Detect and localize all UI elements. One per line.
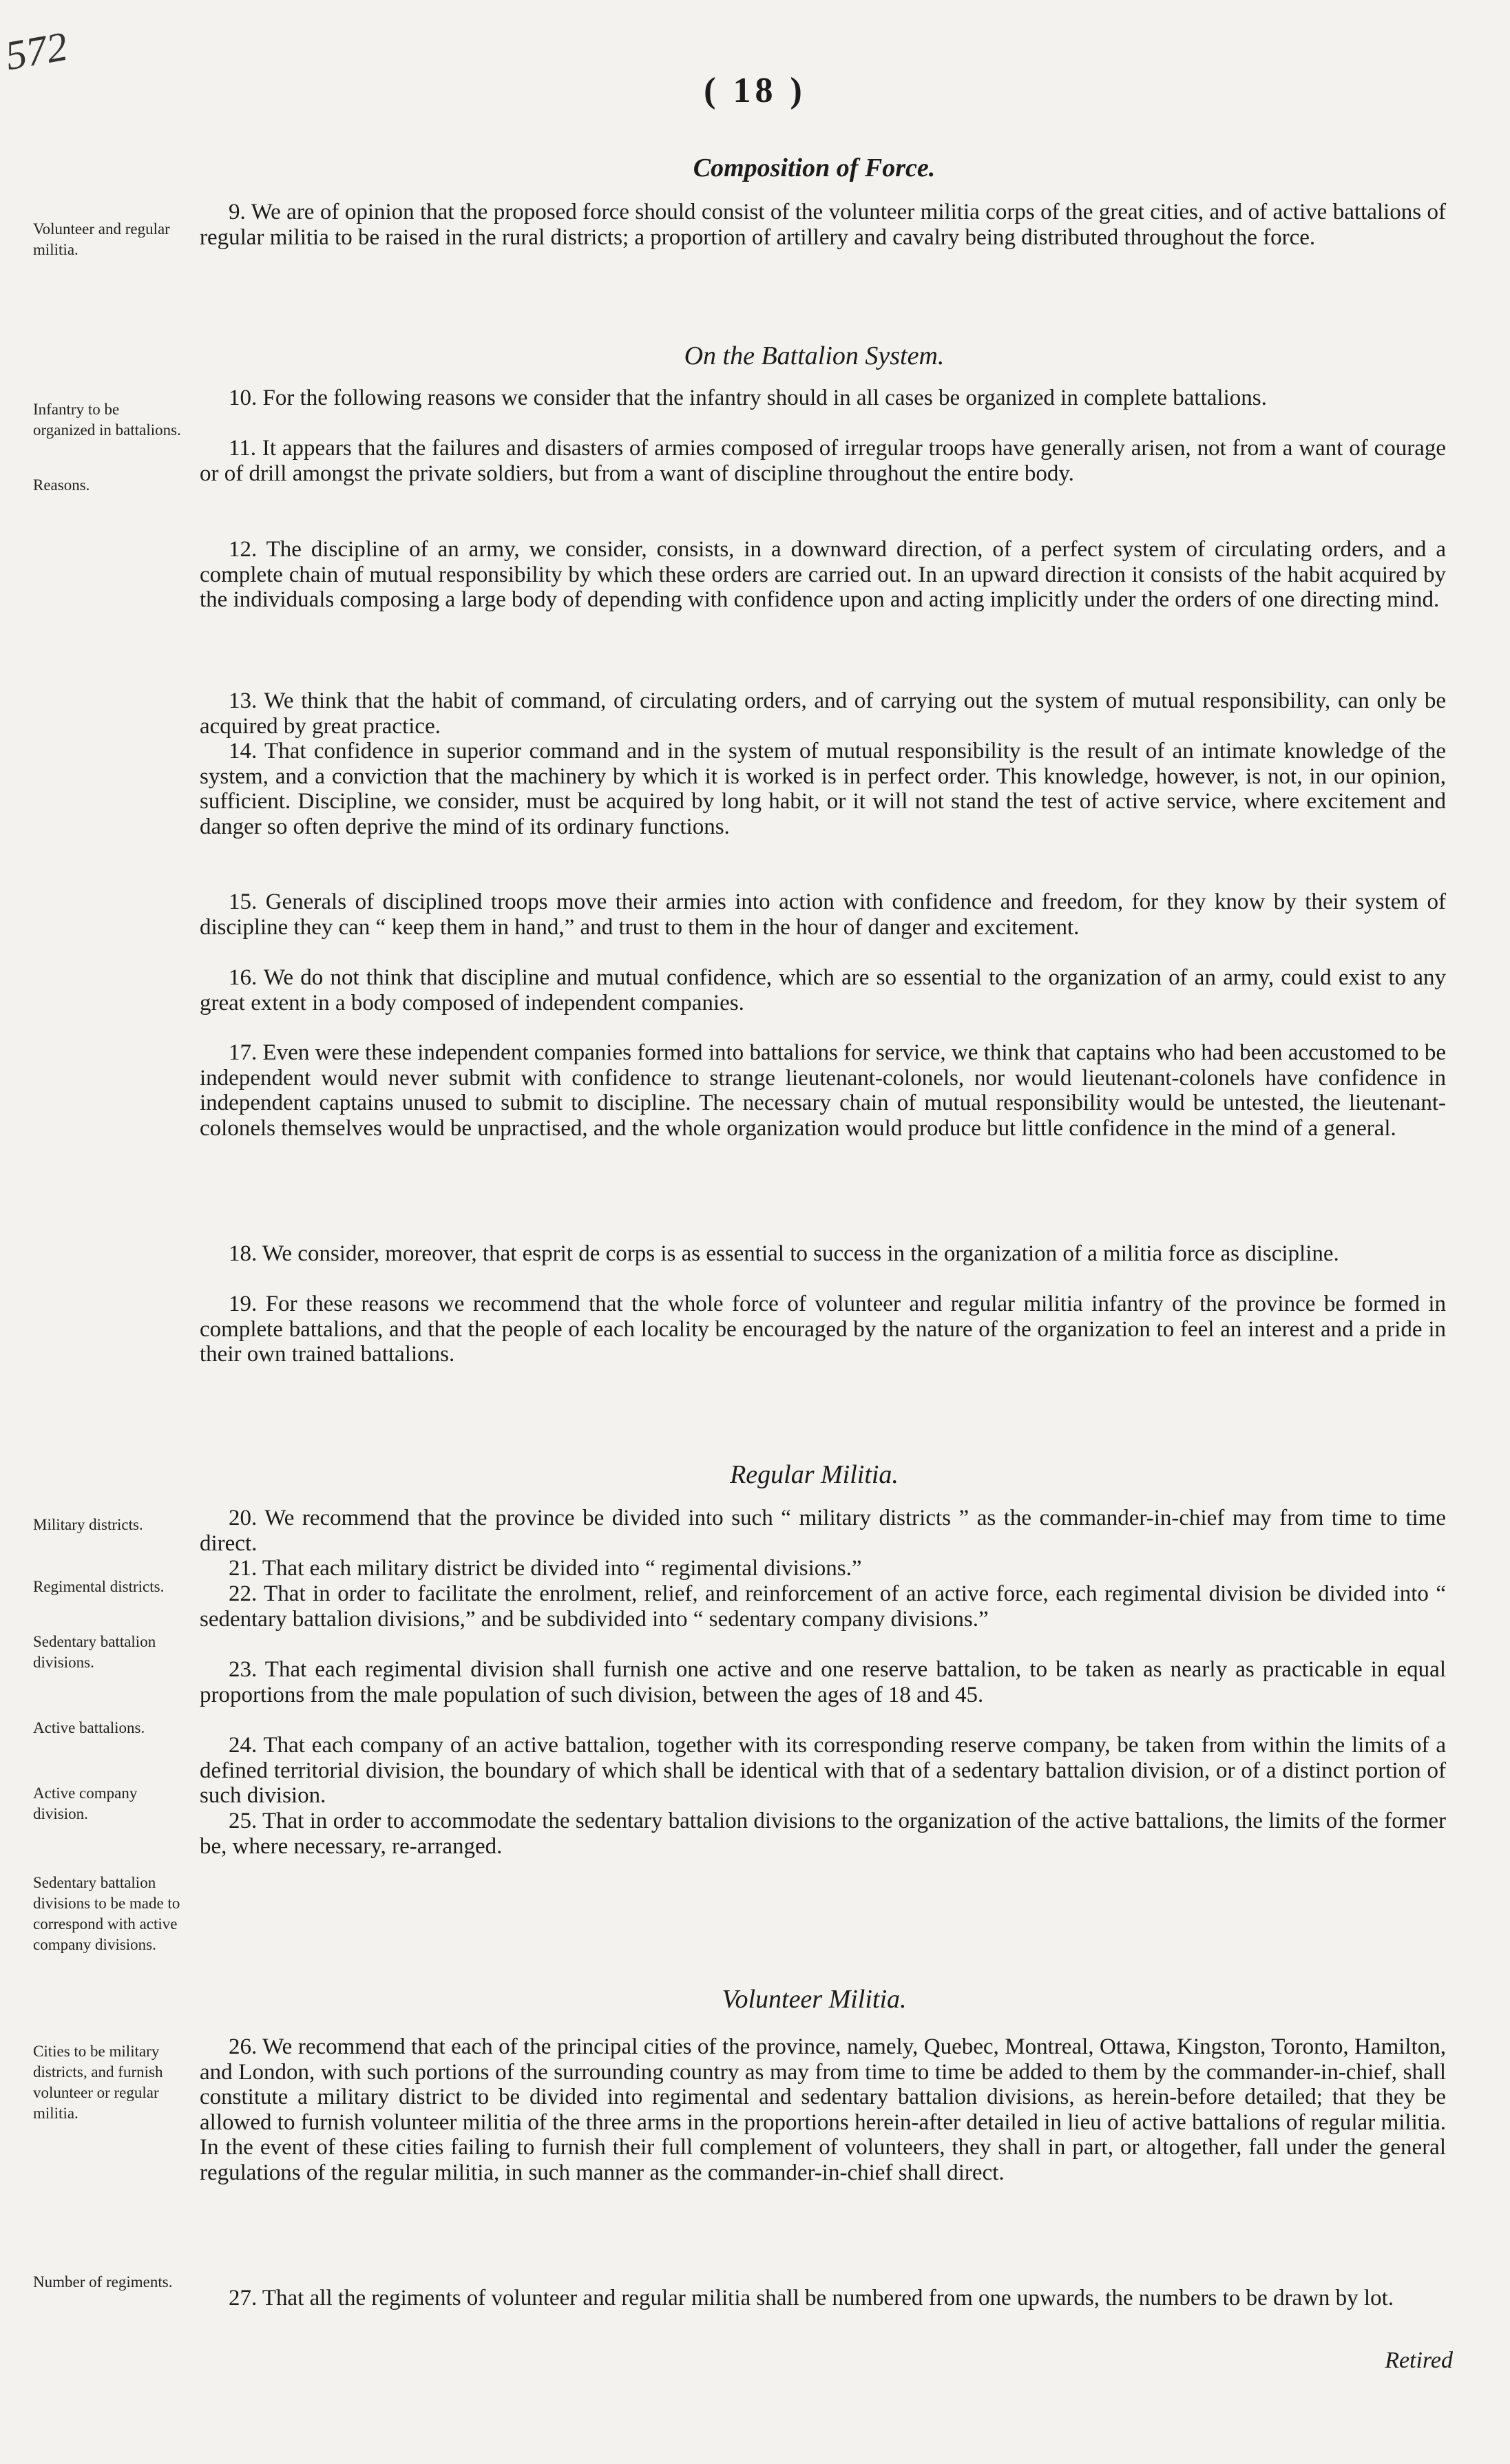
side-note: Sedentary battalion divisions to be made to correspond with active company divisions.	[33, 1874, 180, 1953]
side-note: Volunteer and regular militia.	[33, 220, 170, 258]
page-number: ( 18 )	[704, 71, 806, 110]
heading-volunteer-militia: Volunteer Militia.	[722, 1985, 907, 2014]
side-note: Number of regiments.	[33, 2273, 173, 2291]
paragraph: 16. We do not think that discipline and mutual confidence, which are so essential to the organization of an army, could exist to any great extent in a body composed of independent companies.	[200, 965, 1446, 1015]
heading-battalion-system: On the Battalion System.	[684, 341, 945, 370]
catchword: Retired	[1385, 2348, 1453, 2373]
paragraph: 10. For the following reasons we consider that the infantry should in all cases be organized in complete battalions.	[229, 386, 1267, 410]
paragraph: 9. We are of opinion that the proposed force should consist of the volunteer militia corps of the great cities, and of active battalions of regular militia to be raised in the rural districts; a proportion of artillery and cavalry being distributed throughout the force.	[200, 200, 1446, 250]
paragraph: 18. We consider, moreover, that esprit de corps is as essential to success in the organization of a militia force as discipline.	[229, 1241, 1339, 1266]
paragraph: 24. That each company of an active battalion, together with its corresponding reserve company, be taken from within the limits of a defined territorial division, the boundary of which shall be identical with that of a sedentary battalion division, or of a distinct portion of such division.	[200, 1733, 1446, 1808]
paragraph: 26. We recommend that each of the principal cities of the province, namely, Quebec, Montreal, Ottawa, Kingston, Toronto, Hamilton, and London, with such portions of the surrounding country as may from time to time be added to them by the commander-in-chief, shall constitute a military district to be divided into regimental and sedentary battalion divisions, as herein-before detailed; that they be allowed to furnish volunteer militia of the three arms in the proportions herein-after detailed in lieu of active battalions of regular militia. In the event of these cities failing to furnish their full complement of volunteers, they shall in part, or altogether, fall under the general regulations of the regular militia, in such manner as the commander-in-chief shall direct.	[200, 2034, 1446, 2185]
corner-mark: 572	[1, 23, 71, 79]
paragraph: 14. That confidence in superior command and in the system of mutual responsibility is the result of an intimate knowledge of the system, and a conviction that the machinery by which it is worked is in perfect order. This knowledge, however, is not, in our opinion, sufficient. Discipline, we consider, must be acquired by long habit, or it will not stand the test of active service, where excitement and danger so often deprive the mind of its ordinary functions.	[200, 739, 1446, 839]
paragraph: 12. The discipline of an army, we consider, consists, in a downward direction, of a perfect system of circulating orders, and a complete chain of mutual responsibility by which these orders are carried out. In an upward direction it consists of the habit acquired by the individuals composing a large body of depending with confidence upon and acting implicitly under the orders of one directing mind.	[200, 537, 1446, 612]
side-note: Cities to be military districts, and furnish volunteer or regular militia.	[33, 2043, 163, 2122]
paragraph: 19. For these reasons we recommend that the whole force of volunteer and regular militia infantry of the province be formed in complete battalions, and that the people of each locality be encouraged by the nature of the organization to feel an interest and a pride in their own trained battalions.	[200, 1292, 1446, 1367]
paragraph: 11. It appears that the failures and disasters of armies composed of irregular troops have generally arisen, not from a want of courage or of drill amongst the private soldiers, but from a want of discipline throughout the entire body.	[200, 436, 1446, 486]
side-note: Regimental districts.	[33, 1578, 165, 1595]
paragraph: 25. That in order to accommodate the sedentary battalion divisions to the organization of the active battalions, the limits of the former be, where necessary, re-arranged.	[200, 1809, 1446, 1859]
side-note: Infantry to be organized in battalions.	[33, 401, 181, 439]
side-note: Sedentary battalion divisions.	[33, 1633, 156, 1671]
heading-regular-militia: Regular Militia.	[730, 1460, 899, 1489]
paragraph: 15. Generals of disciplined troops move their armies into action with confidence and freedom, for they know by their system of discipline they can “ keep them in hand,” and trust to them in the hour of danger and excitement.	[200, 889, 1446, 940]
heading-composition: Composition of Force.	[693, 154, 936, 182]
paragraph: 21. That each military district be divided into “ regimental divisions.”	[229, 1556, 862, 1581]
paragraph: 27. That all the regiments of volunteer and regular militia shall be numbered from one upwards, the numbers to be drawn by lot.	[229, 2286, 1394, 2310]
side-note: Reasons.	[33, 476, 90, 494]
side-note: Military districts.	[33, 1516, 143, 1533]
paragraph: 22. That in order to facilitate the enrolment, relief, and reinforcement of an active force, each regimental division be divided into “ sedentary battalion divisions,” and be subdivided into “ sedentary company divisions.”	[200, 1581, 1446, 1632]
paragraph: 13. We think that the habit of command, of circulating orders, and of carrying out the system of mutual responsibility, can only be acquired by great practice.	[200, 688, 1446, 739]
paragraph: 23. That each regimental division shall furnish one active and one reserve battalion, to be taken as nearly as practicable in equal proportions from the male population of such division, between the ages of 18 and 45.	[200, 1657, 1446, 1707]
paragraph: 17. Even were these independent companies formed into battalions for service, we think that captains who had been accustomed to be independent would never submit with confidence to strange lieutenant-colonels, nor would lieutenant-colonels have confidence in independent captains unused to submit to discipline. The necessary chain of mutual responsibility would be untested, the lieutenant-colonels themselves would be unpractised, and the whole organization would produce but little confidence in the mind of a general.	[200, 1040, 1446, 1141]
paragraph: 20. We recommend that the province be divided into such “ military districts ” as the commander-in-chief may from time to time direct.	[200, 1506, 1446, 1556]
side-note: Active battalions.	[33, 1719, 145, 1736]
side-note: Active company division.	[33, 1784, 138, 1822]
